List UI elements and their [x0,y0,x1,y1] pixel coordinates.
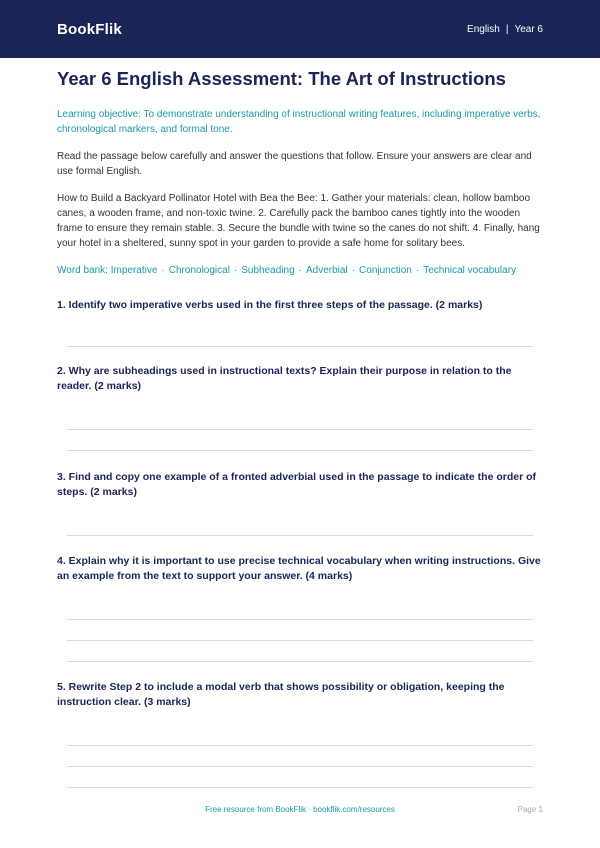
year-label: Year 6 [514,23,543,35]
brand-logo[interactable]: BookFlik [57,20,122,38]
word-bank-label: Word bank: [57,265,108,276]
worksheet-content [0,67,600,788]
word-bank-item: Conjunction [359,265,412,276]
word-bank-item: Chronological [168,265,230,276]
answer-line[interactable] [67,641,533,662]
answer-line[interactable] [67,515,533,536]
word-bank: Word bank: Imperative · Chronological · Subheading · Adverbial · Conjunction · Technical vocabulary [57,265,517,276]
meta-separator: | [505,23,509,35]
question-2 [57,364,543,451]
question-5 [57,680,543,788]
page-footer [57,805,543,814]
intro-text: Read the passage below carefully and answer the questions that follow. Ensure your answers are clear and use formal English. [57,151,532,177]
question-1 [57,298,543,347]
question-4 [57,554,543,662]
word-bank-item: Adverbial [306,265,348,276]
question-text: 3. Find and copy one example of a fronted adverbial used in the passage to indicate the order of steps. (2 marks) [57,471,537,498]
answer-line[interactable] [67,326,533,347]
answer-line[interactable] [67,746,533,767]
answer-line[interactable] [67,430,533,451]
passage-text: How to Build a Backyard Pollinator Hotel with Bea the Bee: 1. Gather your materials: clean, hollow bamboo canes, a wooden frame, and non-toxic twine. 2. Carefully pack the bamboo canes tightly into the wooden frame to ensure they remain stable. 3. Secure the bundle with twine so the canes do not shift. 4. Finally, hang your hotel in a sheltered, sunny spot in your garden to provide a safe home for solitary bees. [57,193,540,249]
subject-label: English [467,23,500,35]
learning-objective: Learning objective: To demonstrate understanding of instructional writing features, including imperative verbs, chronological markers, and formal tone. [57,109,541,135]
question-text: 2. Why are subheadings used in instructional texts? Explain their purpose in relation to the reader. (2 marks) [57,365,512,392]
page-number: Page 1 [517,805,543,814]
word-bank-item: Technical vocabulary [423,265,517,276]
question-3 [57,470,543,536]
answer-line[interactable] [67,599,533,620]
question-text: 1. Identify two imperative verbs used in the first three steps of the passage. (2 marks) [57,299,483,311]
question-text: 5. Rewrite Step 2 to include a modal verb that shows possibility or obligation, keeping the instruction clear. (3 marks) [57,681,505,708]
answer-line[interactable] [67,767,533,788]
question-text: 4. Explain why it is important to use precise technical vocabulary when writing instructions. Give an example from the text to support your answer. (4 marks) [57,555,541,582]
footer-resource-link[interactable]: Free resource from BookFlik · bookflik.com/resources [205,805,395,814]
word-bank-item: Subheading [241,265,295,276]
answer-line[interactable] [67,620,533,641]
header-bar [0,0,600,58]
answer-line[interactable] [67,725,533,746]
page-title: Year 6 English Assessment: The Art of Instructions [57,68,506,89]
word-bank-item: Imperative [110,265,158,276]
header-meta [467,24,543,35]
answer-line[interactable] [67,409,533,430]
